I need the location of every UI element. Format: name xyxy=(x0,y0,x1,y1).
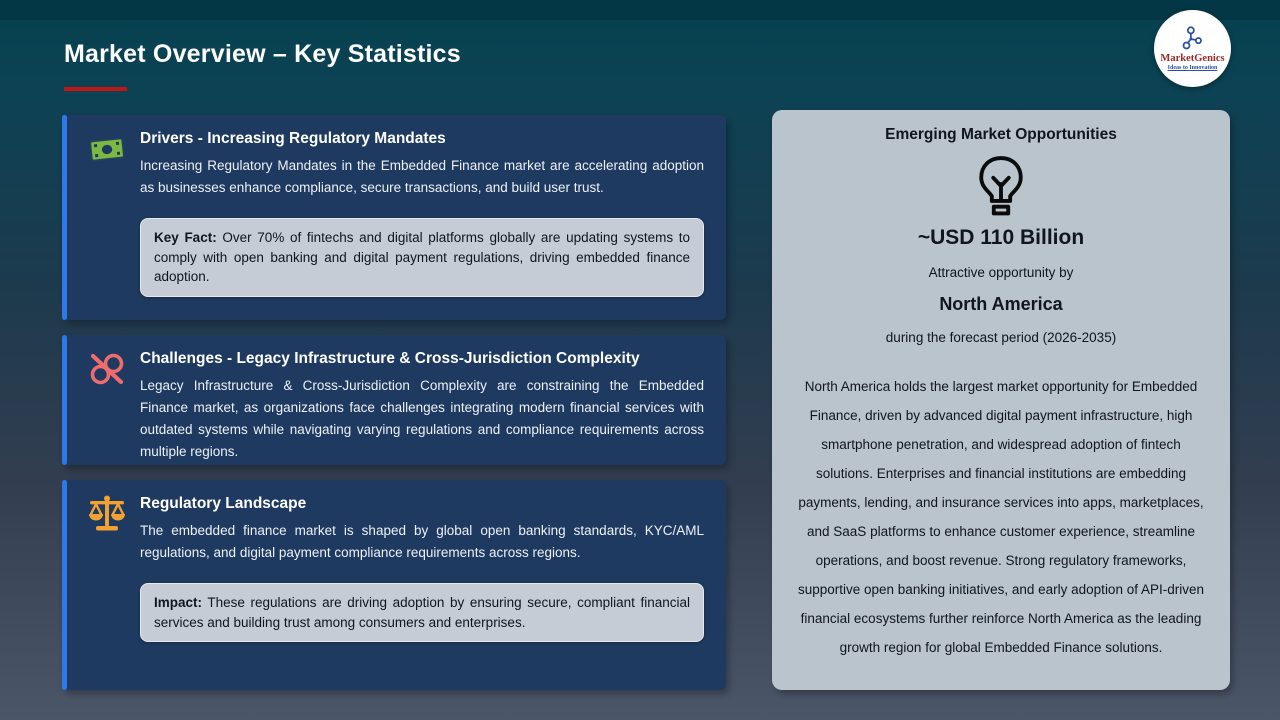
key-fact-label: Key Fact: xyxy=(154,230,217,245)
money-icon xyxy=(86,128,128,170)
card-drivers xyxy=(62,115,726,320)
panel-title: Emerging Market Opportunities xyxy=(885,126,1117,143)
broken-link-icon xyxy=(86,348,128,390)
impact-text: These regulations are driving adoption by ensuring secure, compliant financial services and building trust among consumers and enterprises. xyxy=(154,595,690,630)
card-accent-bar xyxy=(62,115,67,320)
card-regulatory-landscape xyxy=(62,480,726,690)
card-title-regulatory: Regulatory Landscape xyxy=(140,495,307,512)
card-accent-bar xyxy=(62,335,67,465)
title-underline xyxy=(64,87,127,91)
logo-tagline: Ideas to Innovation xyxy=(1167,65,1218,71)
card-accent-bar xyxy=(62,480,67,690)
logo-name: MarketGenics xyxy=(1160,53,1225,64)
key-fact-text: Over 70% of fintechs and digital platforms globally are updating systems to comply with open banking and digital payment regulations, driving embedded finance adoption. xyxy=(154,230,690,284)
logo xyxy=(1154,10,1231,87)
opportunity-value: ~USD 110 Billion xyxy=(917,226,1085,249)
opportunity-description: North America holds the largest market opportunity for Embedded Finance, driven by advanced digital payment infrastructure, high smartphone penetration, and widespread adoption of fintech solutions. Enterprises and financial institutions are embedding payments, lending, and insurance services into apps, marketplaces, and SaaS platforms to enhance customer experience, streamline operations, and boost revenue. Strong regulatory frameworks, supportive open banking initiatives, and early adoption of API-driven financial ecosystems further reinforce North America as the leading growth region for global Embedded Finance solutions. xyxy=(797,379,1204,655)
opportunity-subtitle: Attractive opportunity by xyxy=(928,265,1074,280)
scales-icon xyxy=(86,493,128,535)
molecule-icon xyxy=(1180,26,1206,52)
top-band xyxy=(0,0,1280,20)
impact-label: Impact: xyxy=(154,595,203,610)
emerging-opportunities-panel xyxy=(772,110,1230,690)
card-body-challenges: Legacy Infrastructure & Cross-Jurisdiction Complexity are constraining the Embedded Finance market, as organizations face challenges integrating modern financial services with outdated systems while navigating varying regulations and compliance requirements across multiple regions. xyxy=(140,378,704,459)
opportunity-period: during the forecast period (2026-2035) xyxy=(885,330,1117,345)
page-title: Market Overview – Key Statistics xyxy=(64,40,461,68)
card-title-challenges: Challenges - Legacy Infrastructure & Cross-Jurisdiction Complexity xyxy=(140,350,640,367)
card-challenges xyxy=(62,335,726,465)
card-body-regulatory: The embedded finance market is shaped by global open banking standards, KYC/AML regulations, and digital payment compliance requirements across regions. xyxy=(140,523,704,560)
impact-box xyxy=(140,583,704,642)
key-fact-box xyxy=(140,218,704,297)
opportunity-region: North America xyxy=(939,294,1063,314)
lightbulb-icon xyxy=(974,155,1028,222)
card-body-drivers: Increasing Regulatory Mandates in the Embedded Finance market are accelerating adoption as businesses enhance compliance, secure transactions, and build user trust. xyxy=(140,158,704,195)
card-title-drivers: Drivers - Increasing Regulatory Mandates xyxy=(140,130,446,147)
